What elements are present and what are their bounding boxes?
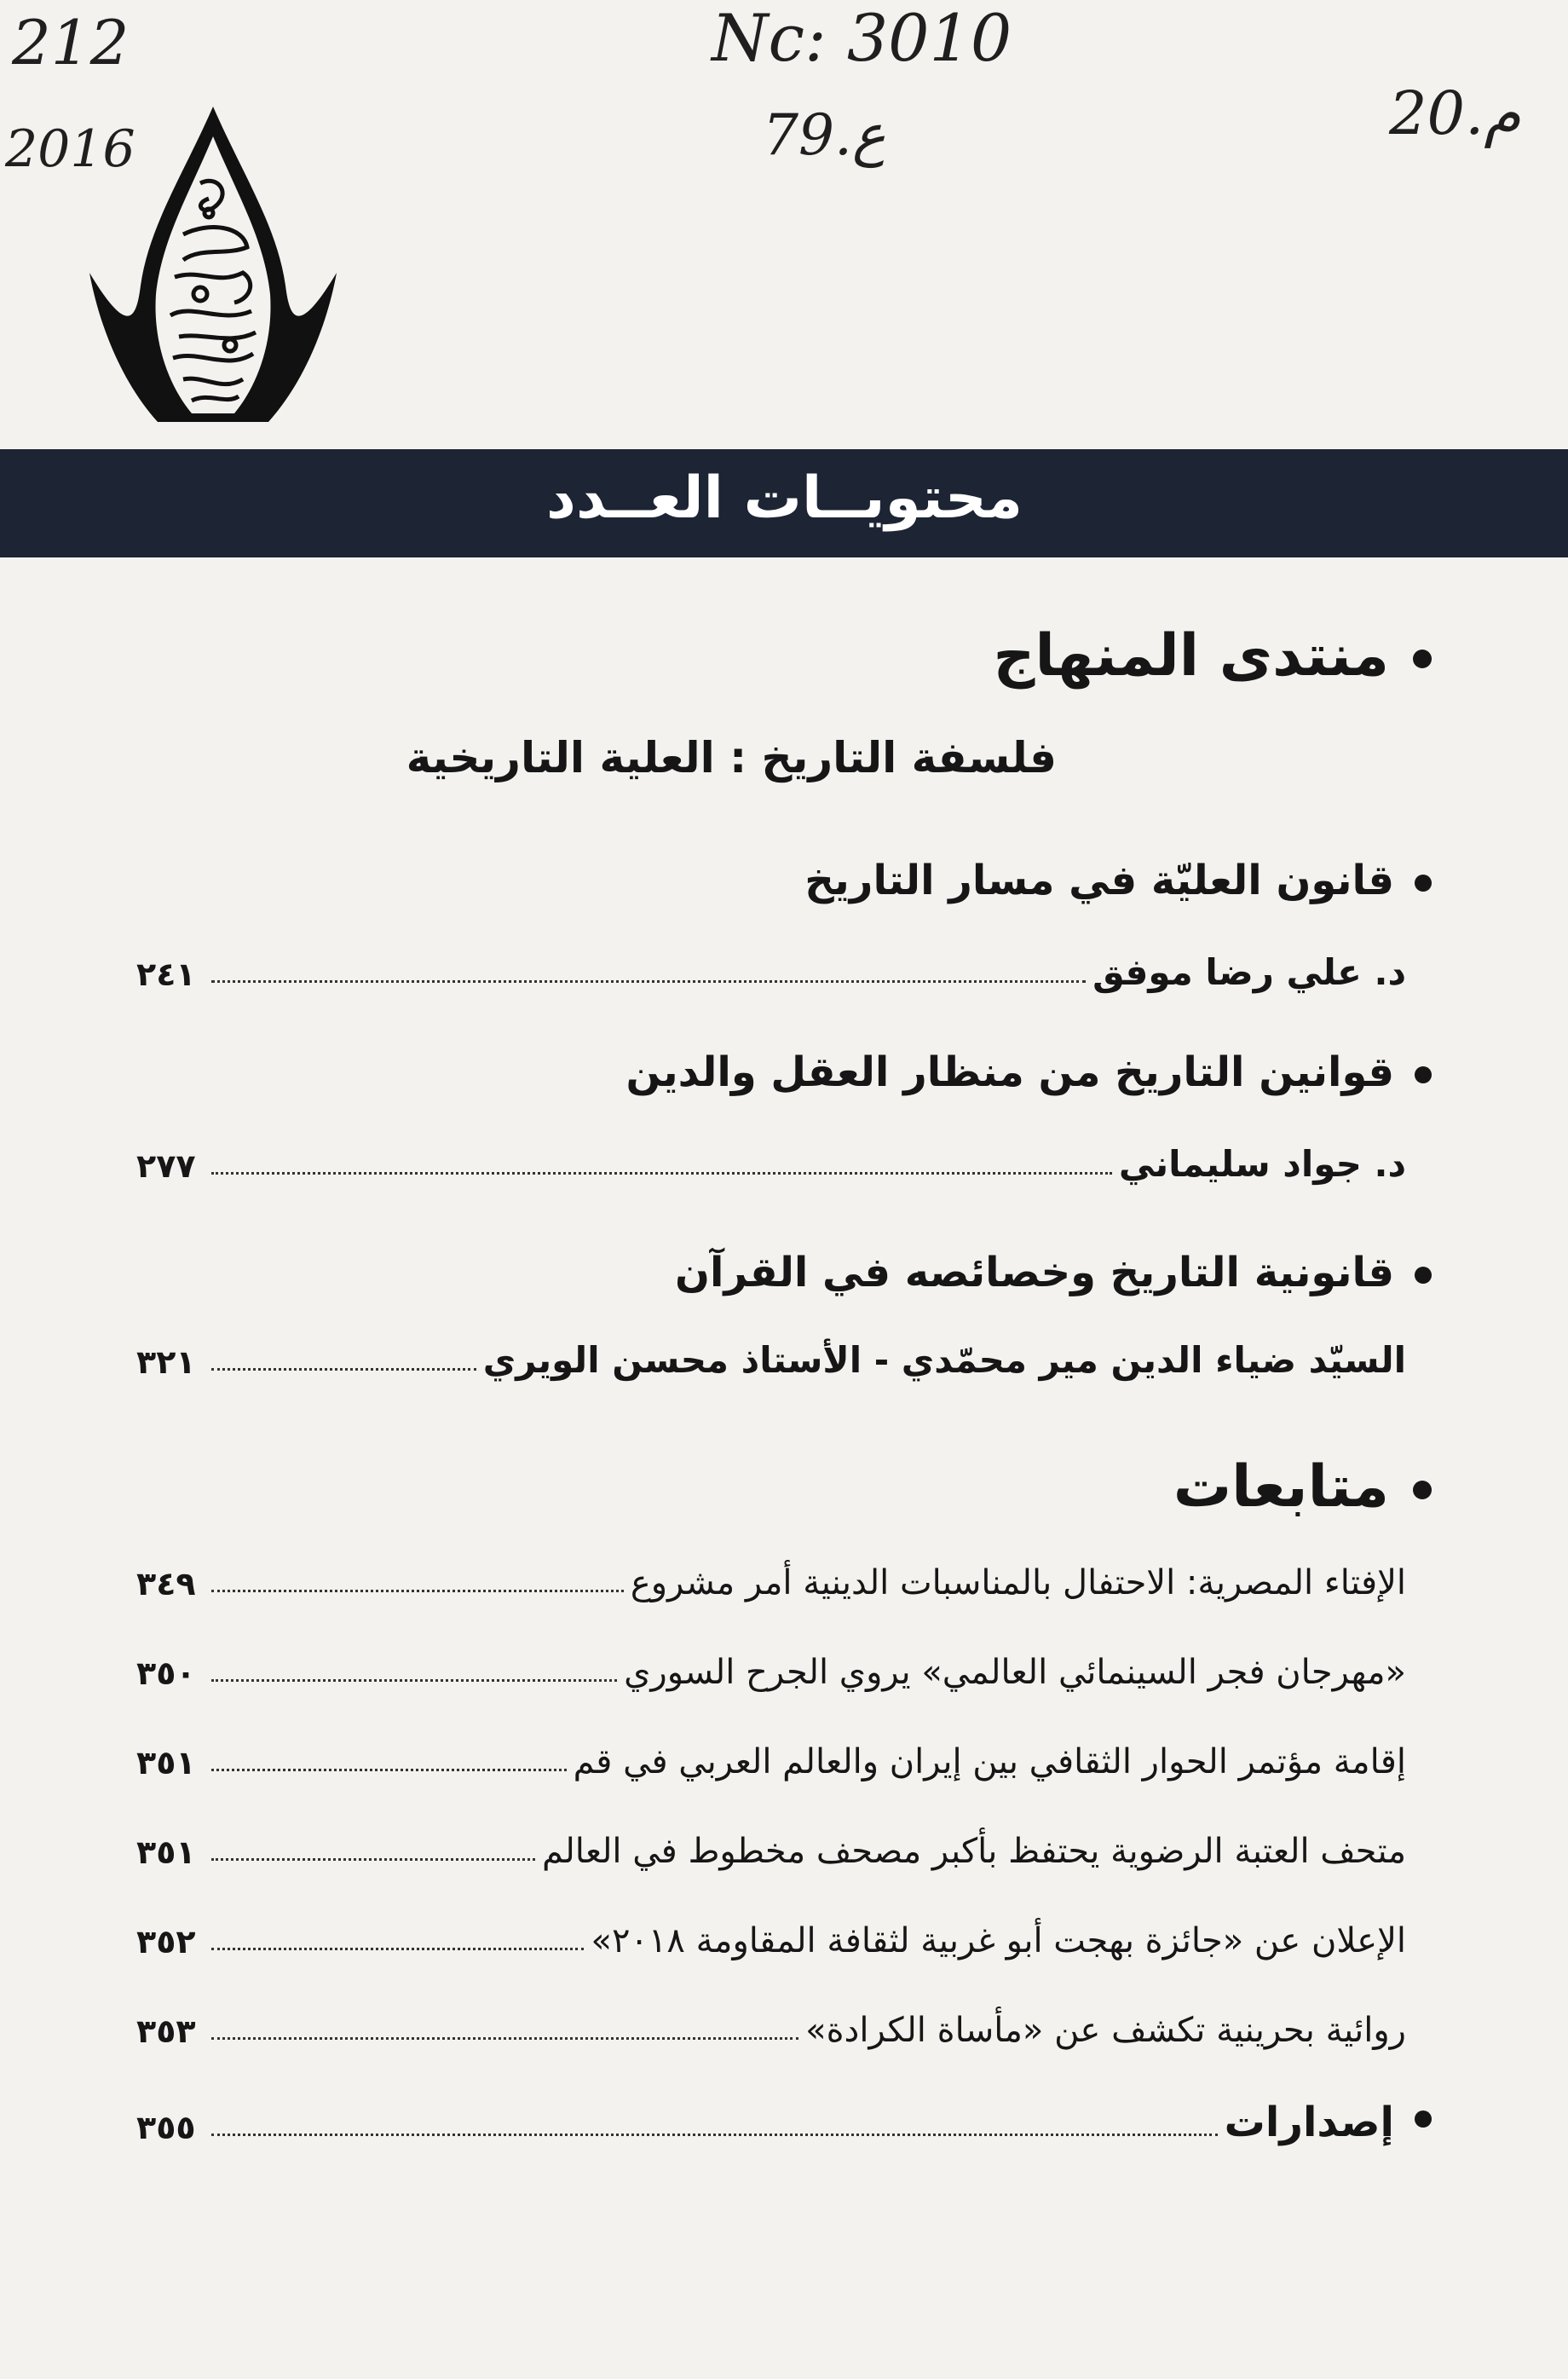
bullet-icon — [1415, 1267, 1432, 1284]
toc-row[interactable] — [136, 1330, 1406, 1381]
article-title-text: قانون العليّة في مسار التاريخ — [804, 857, 1394, 904]
page-number: ٣٤٩ — [136, 1565, 196, 1602]
toc-row[interactable] — [136, 1820, 1406, 1871]
handwritten-note: 212 — [12, 7, 130, 78]
dot-leader — [211, 1368, 476, 1371]
page-number: ٣٢١ — [136, 1343, 196, 1381]
page-title: محتويــات العــدد — [546, 465, 1023, 532]
article-title-text: قانونية التاريخ وخصائصه في القرآن — [675, 1249, 1394, 1296]
article-author: د. جواد سليماني — [1118, 1143, 1406, 1185]
handwritten-note: Nc: 3010 — [712, 0, 1012, 76]
section-title: إصدارات — [1224, 2099, 1394, 2146]
page-number: ٣٥٣ — [136, 2012, 196, 2050]
handwritten-note: 2016 — [5, 119, 135, 179]
dot-leader — [211, 1769, 567, 1771]
page-number: ٣٥١ — [136, 1744, 196, 1781]
page-number: ٣٥٥ — [136, 2109, 196, 2146]
dot-leader — [211, 1172, 1112, 1175]
article-title — [675, 1249, 1432, 1296]
bullet-icon — [1413, 650, 1432, 668]
calligraphy-emblem-icon — [72, 98, 354, 456]
bullet-icon — [1413, 1481, 1432, 1499]
bullet-icon — [1415, 2110, 1432, 2128]
item-title: الإفتاء المصرية: الاحتفال بالمناسبات الدينية أمر مشروع — [630, 1563, 1406, 1602]
article-title-text: قوانين التاريخ من منظار العقل والدين — [625, 1048, 1394, 1096]
page-number: ٣٥٠ — [136, 1654, 196, 1692]
toc-row[interactable] — [136, 1551, 1406, 1602]
handwritten-note: 20.م — [1389, 78, 1521, 148]
toc-row[interactable] — [136, 942, 1406, 993]
toc-row[interactable] — [136, 1134, 1406, 1185]
toc-row-publications[interactable] — [136, 2087, 1432, 2146]
section-subtitle: فلسفة التاريخ : العلية التاريخية — [406, 733, 1057, 782]
title-banner — [0, 449, 1568, 557]
dot-leader — [211, 2134, 1218, 2136]
section-title: متابعات — [1173, 1453, 1389, 1521]
item-title: متحف العتبة الرضوية يحتفظ بأكبر مصحف مخطوط في العالم — [541, 1832, 1406, 1871]
dot-leader — [211, 980, 1086, 983]
page-number: ٢٧٧ — [136, 1147, 196, 1185]
section-heading-followups — [1173, 1453, 1432, 1521]
article-author: السيّد ضياء الدين مير محمّدي - الأستاذ محسن الويري — [482, 1339, 1406, 1381]
section-heading-forum — [993, 622, 1432, 690]
article-author: د. علي رضا موفق — [1092, 951, 1406, 993]
page-number: ٢٤١ — [136, 956, 196, 993]
bullet-icon — [1415, 1066, 1432, 1083]
article-title — [625, 1048, 1432, 1096]
dot-leader — [211, 1590, 624, 1592]
dot-leader — [211, 1858, 535, 1861]
item-title: روائية بحرينية تكشف عن «مأساة الكرادة» — [805, 2011, 1406, 2050]
item-title: إقامة مؤتمر الحوار الثقافي بين إيران والعالم العربي في قم — [573, 1742, 1406, 1781]
handwritten-note: 79.ع — [763, 102, 886, 168]
page-number: ٣٥٢ — [136, 1923, 196, 1960]
item-title: «مهرجان فجر السينمائي العالمي» يروي الجرح السوري — [624, 1653, 1406, 1692]
bullet-icon — [1415, 875, 1432, 892]
dot-leader — [211, 2037, 798, 2040]
toc-row[interactable] — [136, 1730, 1406, 1781]
page-number: ٣٥١ — [136, 1833, 196, 1871]
dot-leader — [211, 1679, 617, 1682]
article-title — [804, 857, 1432, 904]
item-title: الإعلان عن «جائزة بهجت أبو غربية لثقافة المقاومة ٢٠١٨» — [591, 1921, 1406, 1960]
section-title: منتدى المنهاج — [993, 622, 1389, 690]
toc-row[interactable] — [136, 1641, 1406, 1692]
toc-row[interactable] — [136, 1909, 1406, 1960]
toc-row[interactable] — [136, 1999, 1406, 2050]
dot-leader — [211, 1948, 584, 1950]
